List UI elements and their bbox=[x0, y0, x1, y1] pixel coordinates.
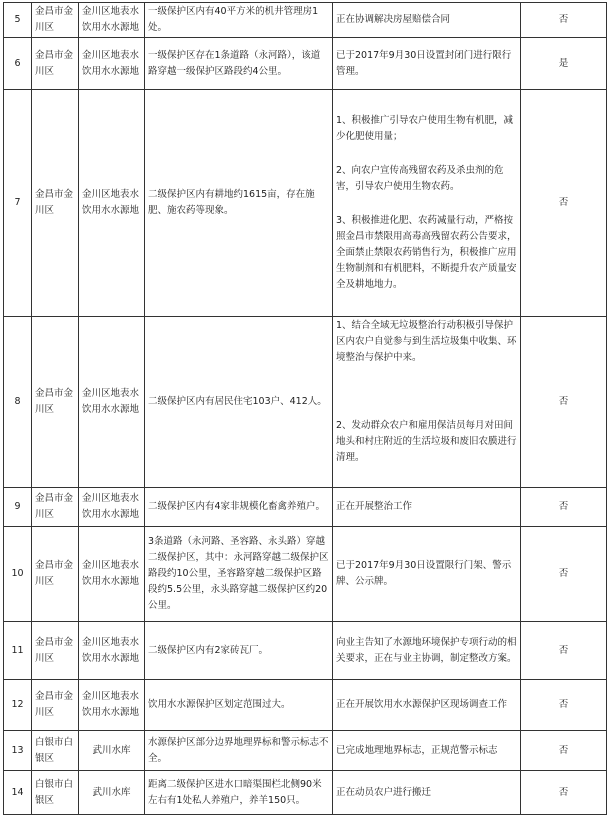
cell-region: 金昌市金川区 bbox=[32, 317, 79, 488]
cell-problem: 距离二级保护区进水口暗渠围栏北侧90米左右有1处私人养殖户，养羊150只。 bbox=[145, 771, 333, 815]
cell-measures bbox=[333, 317, 521, 488]
cell-done: 否 bbox=[521, 622, 607, 680]
measure-text: 正在协调解决房屋赔偿合同 bbox=[336, 14, 451, 25]
cell-source: 武川水库 bbox=[79, 731, 145, 771]
table-row bbox=[4, 488, 607, 527]
cell-region: 金昌市金川区 bbox=[32, 680, 79, 731]
measure-text: 正在开展饮用水水源保护区现场调查工作 bbox=[336, 699, 508, 710]
measure-text: 正在开展整治工作 bbox=[336, 501, 413, 512]
cell-no: 12 bbox=[4, 680, 32, 731]
measure-text: 已完成地理地界标志，正规范警示标志 bbox=[336, 744, 498, 756]
cell-no: 9 bbox=[4, 488, 32, 527]
measure-text: 1、积极推广引导农户使用生物有机肥，减少化肥使用量； bbox=[336, 115, 514, 142]
cell-problem: 二级保护区内有居民住宅103户、412人。 bbox=[145, 317, 333, 488]
table-row bbox=[4, 731, 607, 771]
cell-measures bbox=[333, 771, 521, 815]
cell-measures bbox=[333, 90, 521, 317]
measure-text: 3、积极推进化肥、农药减量行动，严格按照金昌市禁限用高毒高残留农药公告要求，全面禁止禁限农药销售行为，积极推广应用生物制剂和有机肥料，不断提升农产质量安全及耕地地力。 bbox=[336, 215, 517, 290]
measure-text: 正在动员农户进行搬迁 bbox=[336, 786, 432, 798]
cell-done: 否 bbox=[521, 527, 607, 622]
cell-no: 11 bbox=[4, 622, 32, 680]
measure-text: 1、结合全域无垃圾整治行动积极引导保护区内农户自觉参与到生活垃圾集中收集、环境整治与保护中来。 bbox=[336, 320, 517, 363]
measure-text: 已于2017年9月30日设置封闭门进行限行管理。 bbox=[336, 49, 512, 77]
table-row bbox=[4, 38, 607, 90]
cell-done: 否 bbox=[521, 488, 607, 527]
cell-measures bbox=[333, 488, 521, 527]
cell-measures bbox=[333, 680, 521, 731]
cell-problem: 二级保护区内有耕地约1615亩，存在施肥、施农药等现象。 bbox=[145, 90, 333, 317]
cell-problem: 3条道路（永河路、圣容路、永头路）穿越二级保护区，其中：永河路穿越二级保护区路段约10公里，圣容路穿越二级保护区路段约5.5公里，永头路穿越二级保护区约20公里。 bbox=[145, 527, 333, 622]
table-row bbox=[4, 317, 607, 488]
rectification-table bbox=[3, 2, 607, 815]
cell-measures bbox=[333, 38, 521, 90]
cell-region: 金昌市金川区 bbox=[32, 622, 79, 680]
cell-measures bbox=[333, 3, 521, 38]
cell-no: 8 bbox=[4, 317, 32, 488]
table-row bbox=[4, 680, 607, 731]
cell-measures bbox=[333, 731, 521, 771]
cell-source: 武川水库 bbox=[79, 771, 145, 815]
cell-source: 金川区地表水饮用水水源地 bbox=[79, 680, 145, 731]
measure-text: 2、向农户宣传高残留农药及杀虫剂的危害，引导农户使用生物农药。 bbox=[336, 165, 504, 192]
cell-done: 否 bbox=[521, 90, 607, 317]
table-row bbox=[4, 622, 607, 680]
table-row bbox=[4, 527, 607, 622]
cell-no: 6 bbox=[4, 38, 32, 90]
cell-problem: 二级保护区内有2家砖瓦厂。 bbox=[145, 622, 333, 680]
cell-problem: 一级保护区内有40平方米的机井管理房1处。 bbox=[145, 3, 333, 38]
table-row bbox=[4, 3, 607, 38]
table-row bbox=[4, 90, 607, 317]
cell-done: 否 bbox=[521, 771, 607, 815]
cell-source: 金川区地表水饮用水水源地 bbox=[79, 488, 145, 527]
cell-region: 金昌市金川区 bbox=[32, 3, 79, 38]
cell-source: 金川区地表水饮用水水源地 bbox=[79, 527, 145, 622]
cell-done: 否 bbox=[521, 680, 607, 731]
cell-source: 金川区地表水饮用水水源地 bbox=[79, 622, 145, 680]
cell-source: 金川区地表水饮用水水源地 bbox=[79, 90, 145, 317]
cell-region: 白银市白银区 bbox=[32, 771, 79, 815]
cell-no: 10 bbox=[4, 527, 32, 622]
cell-region: 白银市白银区 bbox=[32, 731, 79, 771]
cell-done: 是 bbox=[521, 38, 607, 90]
cell-measures bbox=[333, 527, 521, 622]
cell-problem: 二级保护区内有4家非规模化畜禽养殖户。 bbox=[145, 488, 333, 527]
cell-region: 金昌市金川区 bbox=[32, 90, 79, 317]
table-row bbox=[4, 771, 607, 815]
cell-region: 金昌市金川区 bbox=[32, 38, 79, 90]
cell-no: 5 bbox=[4, 3, 32, 38]
cell-region: 金昌市金川区 bbox=[32, 488, 79, 527]
cell-no: 7 bbox=[4, 90, 32, 317]
cell-done: 否 bbox=[521, 3, 607, 38]
cell-source: 金川区地表水饮用水水源地 bbox=[79, 3, 145, 38]
cell-done: 否 bbox=[521, 317, 607, 488]
cell-done: 否 bbox=[521, 731, 607, 771]
cell-problem: 饮用水水源保护区划定范围过大。 bbox=[145, 680, 333, 731]
cell-source: 金川区地表水饮用水水源地 bbox=[79, 317, 145, 488]
cell-measures bbox=[333, 622, 521, 680]
measure-text: 2、发动群众农户和雇用保洁员每月对田间地头和村庄附近的生活垃圾和废旧农膜进行清理。 bbox=[336, 420, 517, 463]
cell-problem: 一级保护区存在1条道路（永河路），该道路穿越一级保护区路段约4公里。 bbox=[145, 38, 333, 90]
measure-text: 向业主告知了水源地环境保护专项行动的相关要求，正在与业主协调，制定整改方案。 bbox=[336, 636, 517, 664]
cell-no: 14 bbox=[4, 771, 32, 815]
cell-no: 13 bbox=[4, 731, 32, 771]
cell-source: 金川区地表水饮用水水源地 bbox=[79, 38, 145, 90]
cell-problem: 水源保护区部分边界地理界标和警示标志不全。 bbox=[145, 731, 333, 771]
measure-text: 已于2017年9月30日设置限行门架、警示牌、公示牌。 bbox=[336, 560, 512, 587]
cell-region: 金昌市金川区 bbox=[32, 527, 79, 622]
